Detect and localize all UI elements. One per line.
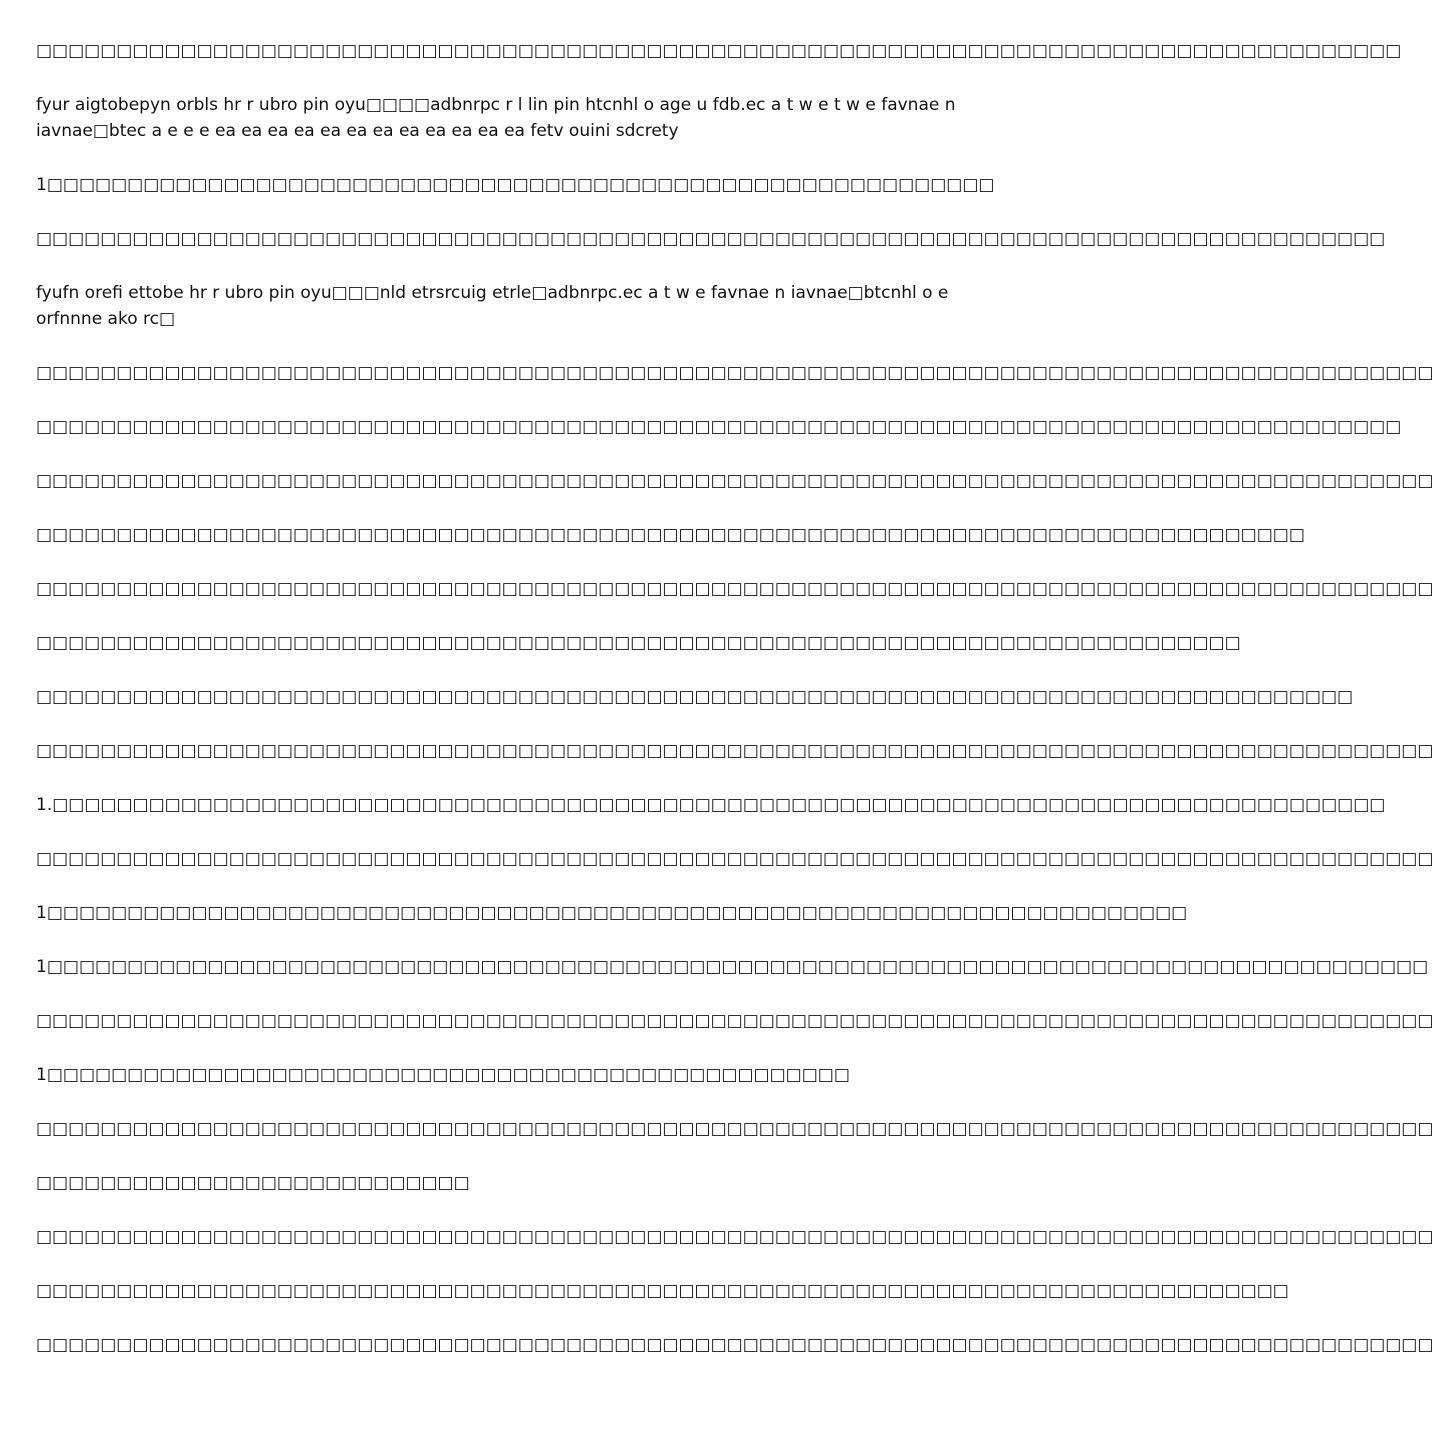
paragraph: □□□□□□□□□□□□□□□□□□□□□□□□□□□□□□□□□□□□□□□□□□□□□□□□□□□□□□□□□□□□□□□□□□□□□□□□□□□□□□□□□□□□□□□ [36, 1119, 1433, 1139]
paragraph: □□□□□□□□□□□□□□□□□□□□□□□□□□□ [36, 1173, 470, 1193]
paragraph: □□□□□□□□□□□□□□□□□□□□□□□□□□□□□□□□□□□□□□□□□□□□□□□□□□□□□□□□□□□□□□□□□□□□□□□□□□□□□□□□□□□□□□□ [36, 1227, 1433, 1247]
paragraph: □□□□□□□□□□□□□□□□□□□□□□□□□□□□□□□□□□□□□□□□□□□□□□□□□□□□□□□□□□□□□□□□□□□□□□□□□□□□□□□□□□□□□□□ [36, 363, 1433, 383]
paragraph: □□□□□□□□□□□□□□□□□□□□□□□□□□□□□□□□□□□□□□□□□□□□□□□□□□□□□□□□□□□□□□□□□□□□□□□□□□□□□□□□□□□□□ [36, 41, 1402, 61]
paragraph: □□□□□□□□□□□□□□□□□□□□□□□□□□□□□□□□□□□□□□□□□□□□□□□□□□□□□□□□□□□□□□□□□□□□□□□□□□□□□□□□□□□□□ [36, 417, 1402, 437]
paragraph: □□□□□□□□□□□□□□□□□□□□□□□□□□□□□□□□□□□□□□□□□□□□□□□□□□□□□□□□□□□□□□□□□□□□□□□□□□□□□□□□□□□□ [36, 229, 1386, 249]
paragraph: fyufn orefi ettobe hr r ubro pin oyu□□□nld etrsrcuig etrle□adbnrpc.ec a t w e favnae n iavnae□btcnhl o e orfnnne ako rc□ [36, 283, 949, 329]
paragraph: 1□□□□□□□□□□□□□□□□□□□□□□□□□□□□□□□□□□□□□□□□□□□□□□□□□□□□□□□□□□□ [36, 175, 995, 195]
paragraph: □□□□□□□□□□□□□□□□□□□□□□□□□□□□□□□□□□□□□□□□□□□□□□□□□□□□□□□□□□□□□□□□□□□□□□□□□□□□□□□□□□□□□□□ [36, 471, 1433, 491]
paragraph: □□□□□□□□□□□□□□□□□□□□□□□□□□□□□□□□□□□□□□□□□□□□□□□□□□□□□□□□□□□□□□□□□□□□□□□□□□□□□□□ [36, 525, 1305, 545]
paragraph: □□□□□□□□□□□□□□□□□□□□□□□□□□□□□□□□□□□□□□□□□□□□□□□□□□□□□□□□□□□□□□□□□□□□□□□□□□□□□□□□□□□□□□□ [36, 1335, 1433, 1355]
paragraph: □□□□□□□□□□□□□□□□□□□□□□□□□□□□□□□□□□□□□□□□□□□□□□□□□□□□□□□□□□□□□□□□□□□□□□□□□□□□□□□□□□□□□□□ [36, 1011, 1433, 1031]
document-page [36, 38, 1433, 1358]
paragraph: □□□□□□□□□□□□□□□□□□□□□□□□□□□□□□□□□□□□□□□□□□□□□□□□□□□□□□□□□□□□□□□□□□□□□□□□□□□□□□□□□□□□□□□ [36, 849, 1433, 869]
paragraph: □□□□□□□□□□□□□□□□□□□□□□□□□□□□□□□□□□□□□□□□□□□□□□□□□□□□□□□□□□□□□□□□□□□□□□□□□□□□□□□□□□□□□□□ [36, 741, 1433, 761]
paragraph: 1.□□□□□□□□□□□□□□□□□□□□□□□□□□□□□□□□□□□□□□□□□□□□□□□□□□□□□□□□□□□□□□□□□□□□□□□□□□□□□□□□□□□ [36, 795, 1386, 815]
paragraph: □□□□□□□□□□□□□□□□□□□□□□□□□□□□□□□□□□□□□□□□□□□□□□□□□□□□□□□□□□□□□□□□□□□□□□□□□□□□□□□□□□□□□□□ [36, 579, 1433, 599]
paragraph: 1□□□□□□□□□□□□□□□□□□□□□□□□□□□□□□□□□□□□□□□□□□□□□□□□□□□□□□□□□□□□□□□□□□□□□□□□□□□□□□□□□□□□□□ [36, 957, 1429, 977]
paragraph: □□□□□□□□□□□□□□□□□□□□□□□□□□□□□□□□□□□□□□□□□□□□□□□□□□□□□□□□□□□□□□□□□□□□□□□□□□□□□□□□□□ [36, 687, 1354, 707]
paragraph: □□□□□□□□□□□□□□□□□□□□□□□□□□□□□□□□□□□□□□□□□□□□□□□□□□□□□□□□□□□□□□□□□□□□□□□□□□□ [36, 633, 1241, 653]
paragraph: □□□□□□□□□□□□□□□□□□□□□□□□□□□□□□□□□□□□□□□□□□□□□□□□□□□□□□□□□□□□□□□□□□□□□□□□□□□□□□ [36, 1281, 1289, 1301]
paragraph: 1□□□□□□□□□□□□□□□□□□□□□□□□□□□□□□□□□□□□□□□□□□□□□□□□□□ [36, 1065, 850, 1085]
paragraph: fyur aigtobepyn orbls hr r ubro pin oyu□□□□adbnrpc r l lin pin htcnhl o age u fdb.ec a t w e t w e favnae n iavnae□btec a e e e ea ea ea ea ea ea ea ea ea ea ea ea fetv ouini sdcrety [36, 95, 956, 141]
paragraph: 1□□□□□□□□□□□□□□□□□□□□□□□□□□□□□□□□□□□□□□□□□□□□□□□□□□□□□□□□□□□□□□□□□□□□□□□ [36, 903, 1188, 923]
